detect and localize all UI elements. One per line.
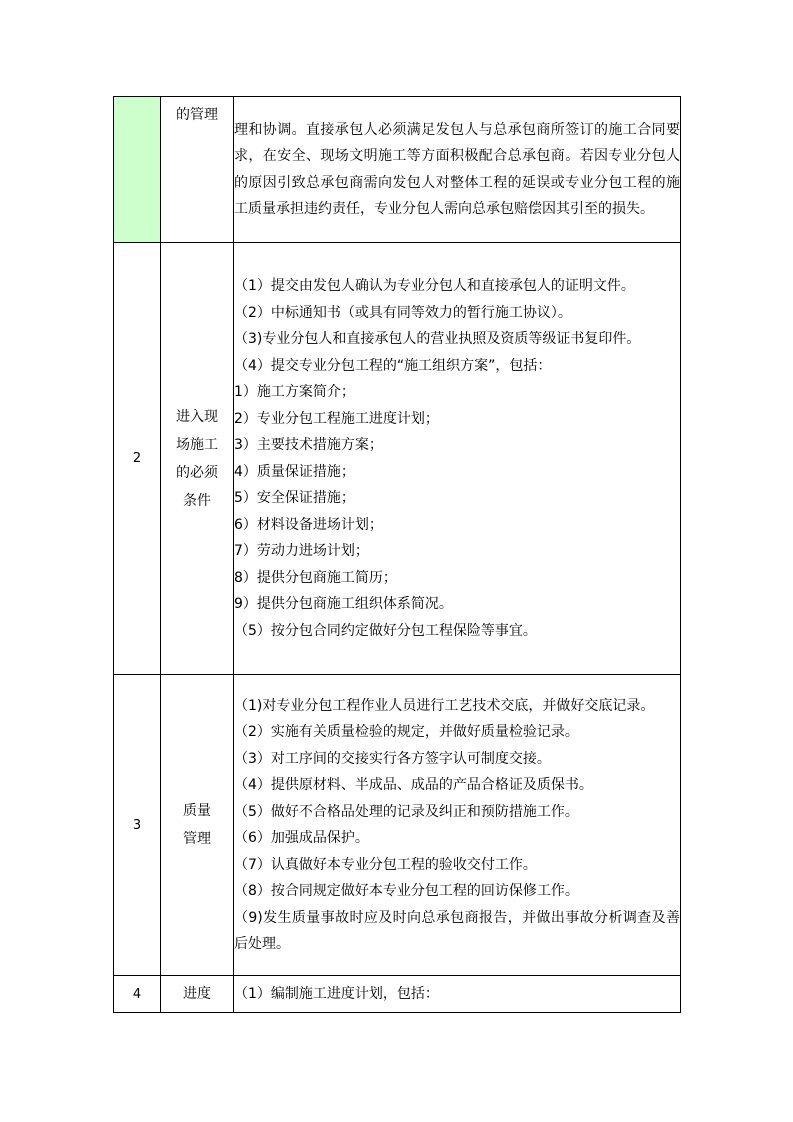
content-line: 3）主要技术措施方案； (234, 437, 383, 453)
table-body (114, 97, 681, 1013)
category-cell (161, 675, 234, 976)
table-row (114, 675, 681, 976)
row-number: 2 (132, 451, 142, 466)
content-line: （4）提交专业分包工程的“施工组织方案”，包括： (234, 357, 552, 374)
content-line: （8）按合同规定做好本专业分包工程的回访保修工作。 (234, 883, 579, 899)
category-line: 场施工 (176, 436, 218, 453)
category-line: 进度 (183, 986, 211, 1002)
content-line: （2）实施有关质量检验的规定，并做好质量检验记录。 (234, 724, 579, 740)
content-line: （6）加强成品保护。 (234, 830, 369, 846)
row-number: 4 (132, 986, 142, 1002)
content-cell (234, 97, 681, 243)
content-line: （1）提交由发包人确认为专业分包人和直接承包人的证明文件。 (234, 278, 635, 294)
category-line: 的管理 (176, 107, 218, 123)
category-line: 质量 (183, 803, 211, 819)
document-table (113, 96, 681, 1013)
category-line: 进入现 (176, 408, 218, 425)
table-row (114, 976, 681, 1013)
table-row (114, 97, 681, 243)
content-cell (234, 243, 681, 675)
content-line: （1）编制施工进度计划，包括： (234, 985, 439, 1002)
content-cell (234, 675, 681, 976)
category-cell (161, 243, 234, 675)
row-number-cell (114, 97, 161, 243)
category-line: 的必须 (176, 464, 218, 481)
content-line: （4）提供原材料、半成品、成品的产品合格证及质保书。 (234, 777, 593, 793)
content-line: 2）专业分包工程施工进度计划； (234, 410, 439, 427)
content-line: （3）对工序间的交接实行各方签字认可制度交接。 (234, 750, 551, 767)
content-line: （3)专业分包人和直接承包人的营业执照及资质等级证书复印件。 (234, 331, 641, 347)
content-cell (234, 976, 681, 1013)
content-line: （5）做好不合格品处理的记录及纠正和预防措施工作。 (234, 803, 579, 820)
content-line: 6）材料设备进场计划； (234, 516, 383, 533)
row-number: 3 (132, 817, 142, 833)
content-line: （2）中标通知书（或具有同等效力的暂行施工协议）。 (234, 304, 572, 321)
content-line: 9）提供分包商施工组织体系简况。 (234, 596, 453, 612)
category-line: 条件 (183, 492, 211, 509)
content-line: 5）安全保证措施； (234, 490, 355, 506)
content-line: 4）质量保证措施； (234, 463, 355, 480)
content-line: 7）劳动力进场计划； (234, 543, 369, 559)
category-cell (161, 976, 234, 1013)
table-row (114, 243, 681, 675)
row-number-cell (114, 243, 161, 675)
row-number-cell (114, 976, 161, 1013)
content-line: （7）认真做好本专业分包工程的验收交付工作。 (234, 856, 537, 873)
content-line: （9)发生质量事故时应及时向总承包商报告，并做出事故分析调查及善后处理。 (234, 909, 680, 952)
content-line: 理和协调。直接承包人必须满足发包人与总承包商所签订的施工合同要求，在安全、现场文明施工等方面积极配合总承包商。若因专业分包人的原因引致总承包商需向发包人对整体工程的延误或专业分包工程的施工质量承担违约责任，专业分包人需向总承包赔偿因其引至的损失。 (234, 121, 680, 217)
content-line: 8）提供分包商施工简历； (234, 569, 397, 586)
content-line: 1）施工方案简介； (234, 384, 355, 400)
content-line: （5）按分包合同约定做好分包工程保险等事宜。 (234, 622, 537, 639)
category-cell (161, 97, 234, 243)
category-line: 管理 (183, 831, 211, 847)
row-number-cell (114, 675, 161, 976)
content-line: （1)对专业分包工程作业人员进行工艺技术交底，并做好交底记录。 (234, 697, 655, 714)
